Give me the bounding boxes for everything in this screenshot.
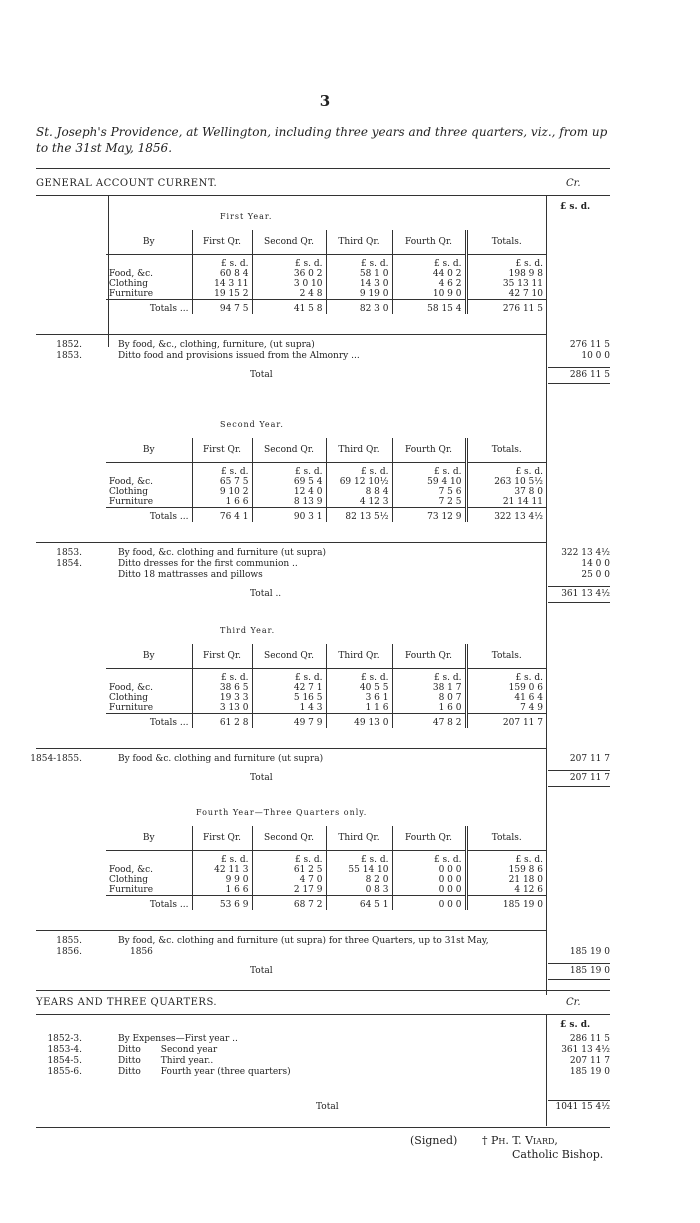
row-label: Furniture — [109, 885, 154, 895]
cell-value: 38 1 7 — [392, 683, 466, 693]
entry-amount: 10 0 0 — [581, 351, 610, 361]
cell-value: 4 7 0 — [252, 875, 326, 885]
column-header: Totals. — [466, 230, 546, 255]
column-header: Third Qr. — [326, 826, 392, 851]
entry-text: By food, &c. clothing and furniture (ut supra) — [118, 548, 326, 558]
entry-text: By food, &c., clothing, furniture, (ut supra) — [118, 340, 315, 350]
summary-year: 1852-3. — [47, 1034, 82, 1044]
summary-amount: 286 11 5 — [569, 1034, 610, 1044]
cell-value: 58 1 0 — [326, 269, 392, 279]
entry-text: 1856 — [130, 947, 153, 957]
totals-value: 64 5 1 — [326, 896, 392, 911]
totals-value: 0 0 0 — [392, 896, 466, 911]
totals-value: 53 6 9 — [192, 896, 252, 911]
cell-value: 0 0 0 — [392, 885, 466, 896]
summary-amount: 207 11 7 — [569, 1056, 610, 1066]
cell-value: 7 2 5 — [392, 497, 466, 508]
cell-value: 4 12 6 — [466, 885, 546, 896]
entry-year: 1854. — [56, 559, 82, 569]
table-row — [106, 289, 546, 300]
year-title: Fourth Year—Three Quarters only. — [196, 808, 368, 817]
cell-value: 8 8 4 — [326, 487, 392, 497]
cell-value: 69 5 4 — [252, 477, 326, 487]
row-label: Furniture — [109, 289, 154, 299]
cell-value: 0 0 0 — [392, 865, 466, 875]
column-header: First Qr. — [192, 826, 252, 851]
cell-value: 3 6 1 — [326, 693, 392, 703]
cell-value: 9 9 0 — [192, 875, 252, 885]
quarterly-table — [106, 826, 546, 910]
quarterly-table — [106, 644, 546, 728]
signer-title: Catholic Bishop. — [512, 1148, 604, 1161]
entry-year: 1855. — [56, 936, 82, 946]
rule — [36, 168, 610, 169]
rule — [548, 383, 610, 384]
table-row — [106, 703, 546, 714]
cell-value: 44 0 2 — [392, 269, 466, 279]
cell-value: 41 6 4 — [466, 693, 546, 703]
cell-value: 9 19 0 — [326, 289, 392, 300]
rule — [36, 334, 546, 335]
cell-value: 2 17 9 — [252, 885, 326, 896]
cell-value: 7 4 9 — [466, 703, 546, 714]
entry-year: 1852. — [56, 340, 82, 350]
totals-value: 207 11 7 — [466, 714, 546, 729]
entry-amount: 322 13 4½ — [561, 548, 610, 558]
year-title: Second Year. — [220, 420, 284, 429]
rule — [548, 979, 610, 980]
totals-value: 49 13 0 — [326, 714, 392, 729]
cell-value: 21 14 11 — [466, 497, 546, 508]
summary-label: Ditto Third year.. — [118, 1056, 214, 1066]
signer-name: † Ph. T. Viard, — [482, 1134, 558, 1147]
unit-label: £ s. d. — [392, 669, 466, 684]
general-account-title: GENERAL ACCOUNT CURRENT. — [36, 178, 218, 189]
quarterly-table — [106, 230, 546, 314]
rule — [548, 602, 610, 603]
column-header: Totals. — [466, 826, 546, 851]
unit-label: £ s. d. — [466, 669, 546, 684]
cell-value: 2 4 8 — [252, 289, 326, 300]
rule — [36, 1127, 610, 1128]
cell-value: 1 6 0 — [392, 703, 466, 714]
column-header: Second Qr. — [252, 438, 326, 463]
rule — [36, 542, 546, 543]
unit-label: £ s. d. — [466, 463, 546, 478]
cell-value: 40 5 5 — [326, 683, 392, 693]
year-title: First Year. — [220, 212, 273, 221]
table-row — [106, 683, 546, 693]
cell-value: 21 18 0 — [466, 875, 546, 885]
totals-value: 58 15 4 — [392, 300, 466, 315]
summary-total-label: Total — [316, 1102, 339, 1112]
cell-value: 0 8 3 — [326, 885, 392, 896]
column-header: Third Qr. — [326, 230, 392, 255]
table-row — [106, 487, 546, 497]
entry-amount: 14 0 0 — [581, 559, 610, 569]
entry-text: Ditto food and provisions issued from the Almonry ... — [118, 351, 360, 361]
unit-label: £ s. d. — [192, 669, 252, 684]
totals-label: Totals ... — [106, 896, 192, 911]
section-total-label: Total — [250, 370, 273, 380]
section-total-label: Total .. — [250, 589, 282, 599]
unit-label: £ s. d. — [326, 463, 392, 478]
rule — [548, 770, 610, 771]
totals-value: 82 3 0 — [326, 300, 392, 315]
cell-value: 198 9 8 — [466, 269, 546, 279]
unit-label: £ s. d. — [252, 463, 326, 478]
row-label: Clothing — [109, 279, 149, 289]
unit-label: £ s. d. — [192, 463, 252, 478]
summary-label: By Expenses—First year .. — [118, 1034, 238, 1044]
cell-value: 159 8 6 — [466, 865, 546, 875]
cell-value: 61 2 5 — [252, 865, 326, 875]
row-label: Food, &c. — [109, 683, 153, 693]
cell-value: 263 10 5½ — [466, 477, 546, 487]
rule — [36, 748, 546, 749]
totals-label: Totals ... — [106, 714, 192, 729]
section-total-amount: 207 11 7 — [569, 773, 610, 783]
cell-value: 59 4 10 — [392, 477, 466, 487]
cell-value: 4 6 2 — [392, 279, 466, 289]
cr-label: Cr. — [566, 178, 581, 189]
cell-value: 4 12 3 — [326, 497, 392, 508]
summary-amount: 361 13 4½ — [561, 1045, 610, 1055]
cell-value: 35 13 11 — [466, 279, 546, 289]
totals-value: 82 13 5½ — [326, 508, 392, 523]
cell-value: 1 6 6 — [192, 497, 252, 508]
row-label: Clothing — [109, 487, 149, 497]
row-label: Clothing — [109, 875, 149, 885]
unit-label: £ s. d. — [392, 851, 466, 866]
summary-total-amount: 1041 15 4½ — [555, 1102, 610, 1112]
row-label: Food, &c. — [109, 865, 153, 875]
totals-value: 47 8 2 — [392, 714, 466, 729]
cell-value: 8 2 0 — [326, 875, 392, 885]
totals-value: 276 11 5 — [466, 300, 546, 315]
cell-value: 65 7 5 — [192, 477, 252, 487]
entry-text: By food, &c. clothing and furniture (ut supra) for three Quarters, up to 31st May, — [118, 936, 489, 946]
page-number: 3 — [319, 92, 331, 110]
by-header: By — [106, 826, 192, 851]
cell-value: 10 9 0 — [392, 289, 466, 300]
cell-value: 60 8 4 — [192, 269, 252, 279]
column-header: Fourth Qr. — [392, 438, 466, 463]
cell-value: 9 10 2 — [192, 487, 252, 497]
summary-amount: 185 19 0 — [569, 1067, 610, 1077]
totals-label: Totals ... — [106, 300, 192, 315]
totals-value: 90 3 1 — [252, 508, 326, 523]
table-row — [106, 865, 546, 875]
entry-amount: 276 11 5 — [569, 340, 610, 350]
table-row — [106, 497, 546, 508]
rule — [548, 586, 610, 587]
entry-year: 1853. — [56, 548, 82, 558]
cell-value: 37 8 0 — [466, 487, 546, 497]
totals-value: 49 7 9 — [252, 714, 326, 729]
column-header: Fourth Qr. — [392, 230, 466, 255]
cell-value: 8 13 9 — [252, 497, 326, 508]
column-header: Third Qr. — [326, 438, 392, 463]
column-header: First Qr. — [192, 230, 252, 255]
section-total-amount: 361 13 4½ — [561, 589, 610, 599]
by-header: By — [106, 438, 192, 463]
row-label: Furniture — [109, 497, 154, 507]
by-header: By — [106, 230, 192, 255]
section-total-amount: 185 19 0 — [569, 966, 610, 976]
rule — [548, 367, 610, 368]
table-row — [106, 875, 546, 885]
column-header: Second Qr. — [252, 826, 326, 851]
unit-label: £ s. d. — [466, 255, 546, 270]
table-row — [106, 885, 546, 896]
year-title: Third Year. — [220, 626, 276, 635]
summary-year: 1854-5. — [47, 1056, 82, 1066]
unit-label: £ s. d. — [252, 255, 326, 270]
entry-text: Ditto dresses for the first communion .. — [118, 559, 298, 569]
signed-label: (Signed) — [410, 1134, 458, 1147]
cell-value: 19 15 2 — [192, 289, 252, 300]
totals-value: 73 12 9 — [392, 508, 466, 523]
rule — [36, 1014, 610, 1015]
cell-value: 1 6 6 — [192, 885, 252, 896]
amount-column-rule — [546, 1014, 547, 1126]
column-header: Third Qr. — [326, 644, 392, 669]
unit-label: £ s. d. — [252, 851, 326, 866]
quarterly-table — [106, 438, 546, 522]
unit-label: £ s. d. — [252, 669, 326, 684]
summary-label: Ditto Second year — [118, 1045, 218, 1055]
cell-value: 3 0 10 — [252, 279, 326, 289]
column-header: Totals. — [466, 438, 546, 463]
unit-label: £ s. d. — [326, 255, 392, 270]
section-total-label: Total — [250, 773, 273, 783]
cell-value: 55 14 10 — [326, 865, 392, 875]
summary-lsd-header: £ s. d. — [560, 1020, 591, 1030]
cell-value: 42 7 1 — [252, 683, 326, 693]
row-label: Food, &c. — [109, 477, 153, 487]
column-header: Second Qr. — [252, 644, 326, 669]
totals-value: 185 19 0 — [466, 896, 546, 911]
totals-value: 94 7 5 — [192, 300, 252, 315]
rule — [548, 1100, 610, 1101]
totals-value: 41 5 8 — [252, 300, 326, 315]
totals-value: 76 4 1 — [192, 508, 252, 523]
table-row — [106, 269, 546, 279]
entry-amount: 207 11 7 — [569, 754, 610, 764]
table-row — [106, 693, 546, 703]
entry-text: By food &c. clothing and furniture (ut supra) — [118, 754, 324, 764]
section-total-amount: 286 11 5 — [569, 370, 610, 380]
column-header: First Qr. — [192, 438, 252, 463]
cell-value: 1 4 3 — [252, 703, 326, 714]
column-header: Second Qr. — [252, 230, 326, 255]
totals-value: 322 13 4½ — [466, 508, 546, 523]
cell-value: 159 0 6 — [466, 683, 546, 693]
rule — [36, 930, 546, 931]
rule — [548, 786, 610, 787]
cell-value: 19 3 3 — [192, 693, 252, 703]
cell-value: 42 11 3 — [192, 865, 252, 875]
cell-value: 14 3 11 — [192, 279, 252, 289]
cell-value: 5 16 5 — [252, 693, 326, 703]
totals-value: 61 2 8 — [192, 714, 252, 729]
totals-value: 68 7 2 — [252, 896, 326, 911]
rule — [36, 990, 610, 991]
cell-value: 0 0 0 — [392, 875, 466, 885]
row-label: Clothing — [109, 693, 149, 703]
unit-label: £ s. d. — [392, 255, 466, 270]
cell-value: 69 12 10½ — [326, 477, 392, 487]
entry-year: 1854-1855. — [30, 754, 82, 764]
summary-cr-label: Cr. — [566, 997, 581, 1008]
cell-value: 14 3 0 — [326, 279, 392, 289]
cell-value: 36 0 2 — [252, 269, 326, 279]
totals-label: Totals ... — [106, 508, 192, 523]
row-label: Furniture — [109, 703, 154, 713]
entry-amount: 185 19 0 — [569, 947, 610, 957]
summary-year: 1855-6. — [47, 1067, 82, 1077]
lsd-header: £ s. d. — [560, 202, 591, 212]
summary-heading: YEARS AND THREE QUARTERS. — [36, 997, 218, 1008]
cell-value: 12 4 0 — [252, 487, 326, 497]
rule — [548, 963, 610, 964]
row-label: Food, &c. — [109, 269, 153, 279]
entry-amount: 25 0 0 — [581, 570, 610, 580]
cell-value: 1 1 6 — [326, 703, 392, 714]
unit-label: £ s. d. — [326, 669, 392, 684]
unit-label: £ s. d. — [326, 851, 392, 866]
document-heading: St. Joseph's Providence, at Wellington, including three years and three quarters, viz., from up to the 31st May, 1856. — [36, 125, 608, 155]
column-header: Fourth Qr. — [392, 826, 466, 851]
amount-column-rule — [546, 195, 547, 995]
unit-label: £ s. d. — [392, 463, 466, 478]
entry-year: 1853. — [56, 351, 82, 361]
entry-year: 1856. — [56, 947, 82, 957]
entry-text: Ditto 18 mattrasses and pillows — [118, 570, 263, 580]
table-row — [106, 477, 546, 487]
unit-label: £ s. d. — [192, 851, 252, 866]
unit-label: £ s. d. — [466, 851, 546, 866]
cell-value: 3 13 0 — [192, 703, 252, 714]
column-header: Fourth Qr. — [392, 644, 466, 669]
summary-label: Ditto Fourth year (three quarters) — [118, 1067, 291, 1077]
cell-value: 38 6 5 — [192, 683, 252, 693]
cell-value: 8 0 7 — [392, 693, 466, 703]
summary-year: 1853-4. — [47, 1045, 82, 1055]
by-header: By — [106, 644, 192, 669]
rule — [36, 195, 610, 196]
column-header: Totals. — [466, 644, 546, 669]
column-header: First Qr. — [192, 644, 252, 669]
unit-label: £ s. d. — [192, 255, 252, 270]
section-total-label: Total — [250, 966, 273, 976]
cell-value: 7 5 6 — [392, 487, 466, 497]
cell-value: 42 7 10 — [466, 289, 546, 300]
table-row — [106, 279, 546, 289]
